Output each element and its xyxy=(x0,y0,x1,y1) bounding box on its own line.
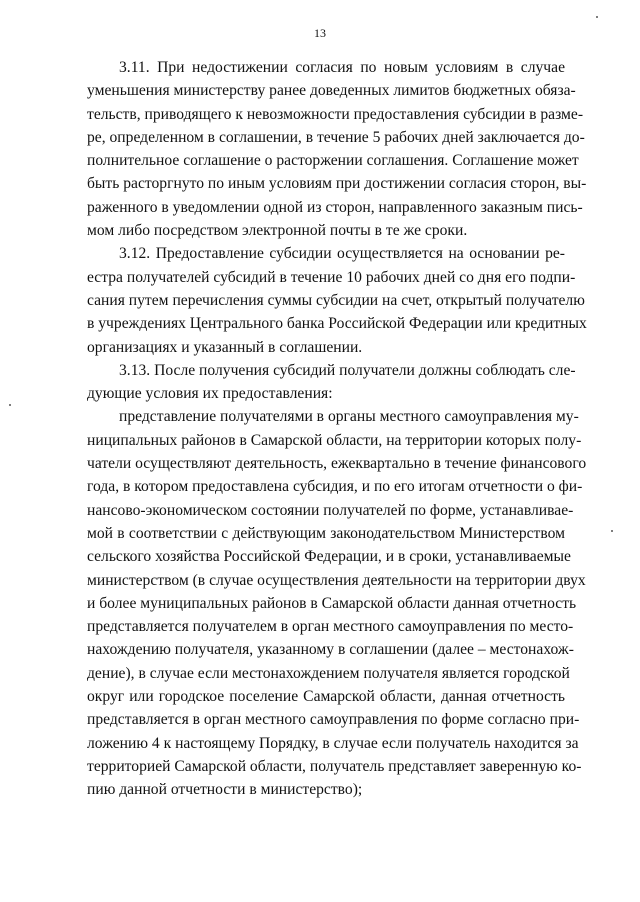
paragraph-line: нахождению получателя, указанному в соглашении (далее – местонахож- xyxy=(87,641,574,659)
paragraph-line: 3.13. После получения субсидий получатели должны соблюдать сле- xyxy=(119,361,576,379)
paragraph-line: территорией Самарской области, получатель представляет заверенную ко- xyxy=(87,757,582,775)
paragraph-line: раженного в уведомлении одной из сторон, направленного заказным пись- xyxy=(87,198,583,216)
paragraph-3-11 xyxy=(87,56,587,242)
paragraph-line: пию данной отчетности в министерство); xyxy=(87,781,363,799)
scan-speck xyxy=(596,16,598,18)
paragraph-line: быть расторгнуто по иным условиям при достижении согласия сторон, вы- xyxy=(87,175,587,193)
paragraph-line: мом либо посредством электронной почты в те же сроки. xyxy=(87,222,468,240)
paragraph-line: представляется в орган местного самоуправления по форме согласно при- xyxy=(87,711,580,729)
paragraph-line: нансово-экономическом состоянии получателей по форме, устанавливае- xyxy=(87,501,574,519)
paragraph-line: и более муниципальных районов в Самарской области данная отчетность xyxy=(87,594,577,612)
paragraph-line: полнительное соглашение о расторжении соглашения. Соглашение может xyxy=(87,152,579,170)
paragraph-line: ниципальных районов в Самарской области, на территории которых полу- xyxy=(87,431,582,449)
paragraph-line: округ или городское поселение Самарской области, данная отчетность xyxy=(87,688,565,706)
paragraph-line: дующие условия их предоставления: xyxy=(87,385,333,403)
paragraph-line: естра получателей субсидий в течение 10 рабочих дней со дня его подпи- xyxy=(87,268,576,286)
paragraph-line: министерством (в случае осуществления деятельности на территории двух xyxy=(87,571,586,589)
paragraph-3-12 xyxy=(87,242,587,358)
paragraph-line: представляется получателем в орган местного самоуправления по место- xyxy=(87,618,574,636)
page-number: 13 xyxy=(314,26,326,40)
paragraph-line: 3.12. Предоставление субсидии осуществляется на основании ре- xyxy=(119,245,565,263)
paragraph-line: представление получателями в органы местного самоуправления му- xyxy=(119,408,579,426)
paragraph-line: ложению 4 к настоящему Порядку, в случае если получатель находится за xyxy=(87,734,579,752)
paragraph-line: 3.11. При недостижении согласия по новым условиям в случае xyxy=(119,59,565,76)
paragraph-line: дение), в случае если местонахождением получателя является городской xyxy=(87,664,570,682)
paragraph-line: чатели осуществляют деятельность, ежеквартально в течение финансового xyxy=(87,455,587,473)
paragraph-line: организациях и указанный в соглашении. xyxy=(87,338,363,356)
paragraph-line: сельского хозяйства Российской Федерации, и в сроки, устанавливаемые xyxy=(87,548,571,566)
paragraph-line: сания путем перечисления суммы субсидии на счет, открытый получателю xyxy=(87,291,585,309)
scan-speck xyxy=(9,404,11,406)
paragraph-reporting-condition xyxy=(87,405,587,801)
document-body xyxy=(87,56,587,802)
paragraph-line: года, в котором предоставлена субсидия, и по его итогам отчетности о фи- xyxy=(87,478,583,496)
scan-speck xyxy=(611,530,613,532)
paragraph-line: мой в соответствии с действующим законодательством Министерством xyxy=(87,524,565,542)
paragraph-line: в учреждениях Центрального банка Российской Федерации или кредитных xyxy=(87,315,587,333)
paragraph-line: ре, определенном в соглашении, в течение 5 рабочих дней заключается до- xyxy=(87,128,585,146)
paragraph-line: уменьшения министерству ранее доведенных лимитов бюджетных обяза- xyxy=(87,82,576,100)
paragraph-line: тельств, приводящего к невозможности предоставления субсидии в разме- xyxy=(87,105,584,123)
paragraph-3-13 xyxy=(87,359,576,406)
